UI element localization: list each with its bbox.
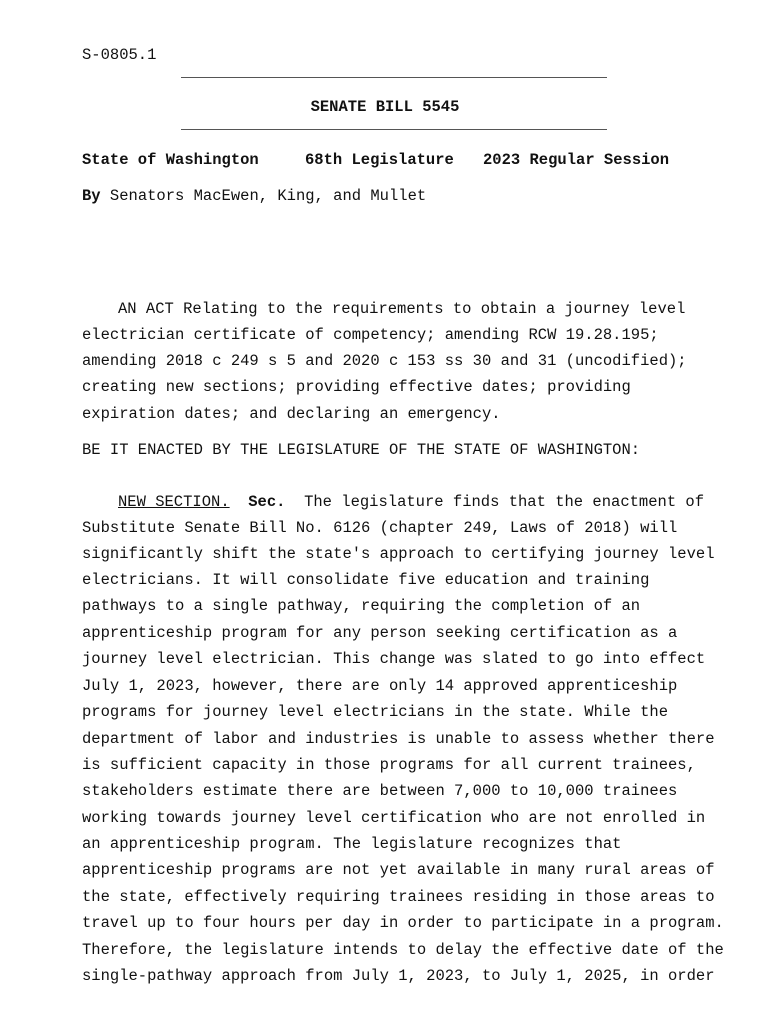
section-line: department of labor and industries is unable to assess whether there	[82, 730, 715, 748]
section-line: travel up to four hours per day in order to participate in a program.	[82, 914, 724, 932]
section-line: apprenticeship program for any person seeking certification as a	[82, 624, 678, 642]
section-line: the state, effectively requiring trainees residing in those areas to	[82, 888, 715, 906]
by-label: By	[82, 187, 101, 205]
section-line: significantly shift the state's approach to certifying journey level	[82, 545, 715, 563]
section-line: electricians. It will consolidate five education and training	[82, 571, 650, 589]
act-line: creating new sections; providing effective dates; providing	[82, 378, 631, 396]
section-line: July 1, 2023, however, there are only 14 approved apprenticeship	[82, 677, 678, 695]
state-name: State of Washington	[82, 151, 259, 169]
section-line: programs for journey level electricians in the state. While the	[82, 703, 668, 721]
legislature-number: 68th Legislature	[305, 151, 454, 169]
section-line: Therefore, the legislature intends to delay the effective date of the	[82, 941, 724, 959]
act-line: amending 2018 c 249 s 5 and 2020 c 153 ss 30 and 31 (uncodified);	[82, 352, 687, 370]
section-line: Substitute Senate Bill No. 6126 (chapter 249, Laws of 2018) will	[82, 519, 678, 537]
sponsors: Senators MacEwen, King, and Mullet	[109, 187, 427, 205]
session-name: 2023 Regular Session	[483, 151, 670, 169]
section-line: pathways to a single pathway, requiring the completion of an	[82, 597, 641, 615]
sec-label: Sec.	[248, 493, 286, 511]
section-line: single-pathway approach from July 1, 2023, to July 1, 2025, in order	[82, 967, 715, 985]
title-rule-top	[181, 77, 607, 78]
act-line: AN ACT Relating to the requirements to obtain a journey level	[118, 300, 686, 318]
section-line: is sufficient capacity in those programs for all current trainees,	[82, 756, 696, 774]
new-section-label: NEW SECTION.	[118, 493, 230, 511]
section-line: journey level electrician. This change was slated to go into effect	[82, 650, 706, 668]
section-first-line-text: The legislature finds that the enactment of	[304, 493, 705, 511]
section-line: stakeholders estimate there are between 7,000 to 10,000 trainees	[82, 782, 678, 800]
document-code: S-0805.1	[82, 46, 157, 64]
bill-title: SENATE BILL 5545	[310, 98, 460, 116]
enacting-clause: BE IT ENACTED BY THE LEGISLATURE OF THE STATE OF WASHINGTON:	[82, 441, 641, 459]
sponsors-line	[82, 187, 426, 205]
section-line: working towards journey level certification who are not enrolled in	[82, 809, 706, 827]
act-line: electrician certificate of competency; amending RCW 19.28.195;	[82, 326, 659, 344]
title-rule-bottom	[181, 129, 607, 130]
act-line: expiration dates; and declaring an emergency.	[82, 405, 501, 423]
section-line: apprenticeship programs are not yet available in many rural areas of	[82, 861, 715, 879]
section-first-line	[118, 493, 704, 511]
section-line: an apprenticeship program. The legislature recognizes that	[82, 835, 622, 853]
